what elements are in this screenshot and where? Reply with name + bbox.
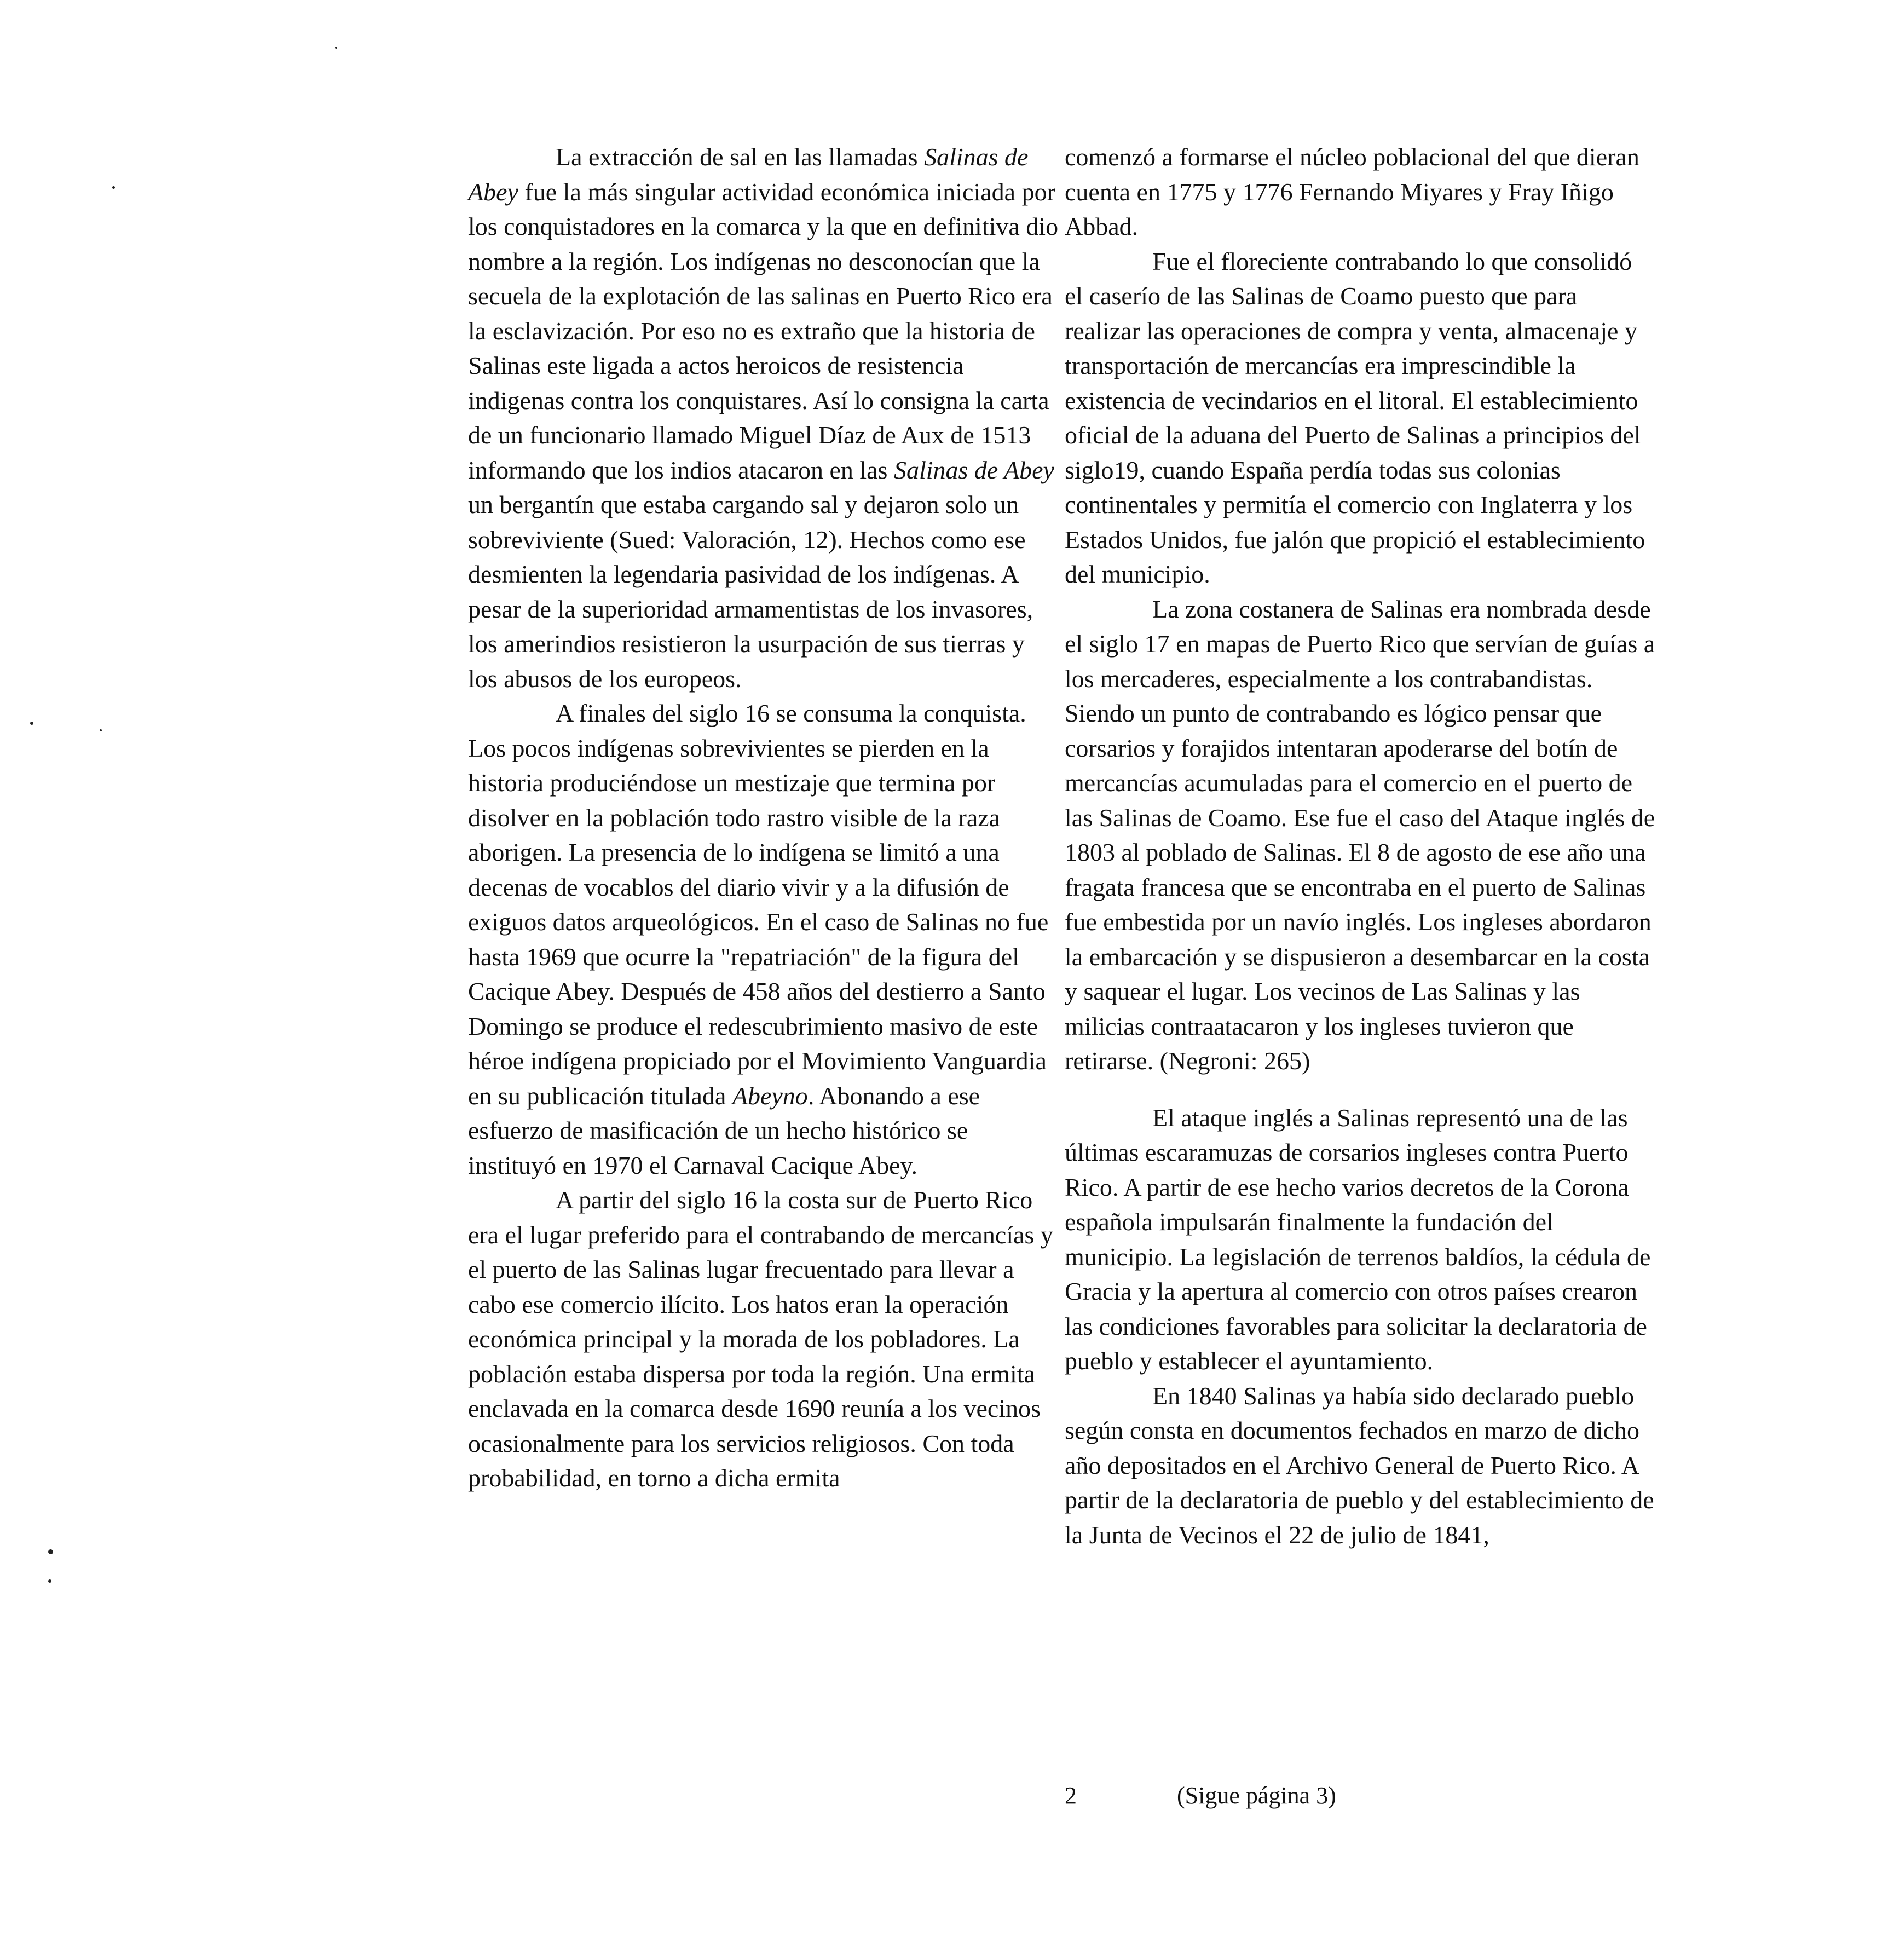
paragraph-text: . Abonando a ese esfuerzo de masificación de un hecho histórico se instituyó en 1970 el Carnaval Cacique Abey. — [468, 1081, 980, 1179]
right-column — [1065, 140, 1656, 1552]
paragraph — [468, 140, 1059, 696]
paragraph-text: Fue el floreciente contrabando lo que consolidó el caserío de las Salinas de Coamo puesto que para realizar las operaciones de compra y venta, almacenaje y transportación de mercancías era imprescindible la existencia de vecindarios en el litoral. El establecimiento oficial de la aduana del Puerto de Salinas a principios del siglo19, cuando España perdía todas sus colonias continentales y permitía el comercio con Inglaterra y los Estados Unidos, fue jalón que propició el establecimiento del municipio. — [1065, 247, 1645, 588]
left-column — [468, 140, 1059, 1496]
paragraph — [1065, 592, 1656, 1079]
scan-speck — [48, 1579, 51, 1583]
page-number: 2 — [1065, 1782, 1077, 1809]
paragraph-text: En 1840 Salinas ya había sido declarado pueblo según consta en documentos fechados en marzo de dicho año depositados en el Archivo General de Puerto Rico. A partir de la declaratoria de pueblo y del establecimiento de la Junta de Vecinos el 22 de julio de 1841, — [1065, 1381, 1654, 1549]
paragraph-text: El ataque inglés a Salinas representó una de las últimas escaramuzas de corsarios ingleses contra Puerto Rico. A partir de ese hecho varios decretos de la Corona española impulsarán finalmente la fundación del municipio. La legislación de terrenos baldíos, la cédula de Gracia y la apertura al comercio con otros países crearon las condiciones favorables para solicitar la declaratoria de pueblo y establecer el ayuntamiento. — [1065, 1103, 1651, 1375]
paragraph — [1065, 140, 1656, 244]
paragraph — [1065, 1100, 1656, 1379]
paragraph — [1065, 244, 1656, 592]
paragraph — [468, 1183, 1059, 1496]
scan-speck — [112, 186, 115, 189]
continuation-note: (Sigue página 3) — [1177, 1782, 1336, 1809]
italic-term: Salinas de Abey — [468, 143, 1029, 206]
scan-speck — [100, 729, 102, 731]
paragraph-text: A partir del siglo 16 la costa sur de Puerto Rico era el lugar preferido para el contrabando de mercancías y el puerto de las Salinas lugar frecuentado para llevar a cabo ese comercio ilícito. Los hatos eran la operación económica principal y la morada de los pobladores. La población estaba dispersa por toda la región. Una ermita enclavada en la comarca desde 1690 reunía a los vecinos ocasionalmente para los servicios religiosos. Con toda probabilidad, en torno a dicha ermita — [468, 1186, 1053, 1492]
paragraph-text: La extracción de sal en las llamadas — [556, 143, 925, 171]
paragraph-text: A finales del siglo 16 se consuma la conquista. Los pocos indígenas sobrevivientes se pierden en la historia produciéndose un mestizaje que termina por disolver en la población todo rastro visible de la raza aborigen. La presencia de lo indígena se limitó a una decenas de vocablos del diario vivir y a la difusión de exiguos datos arqueológicos. En el caso de Salinas no fue hasta 1969 que ocurre la "repatriación" de la figura del Cacique Abey. Después de 458 años del destierro a Santo Domingo se produce el redescubrimiento masivo de este héroe indígena propiciado por el Movimiento Vanguardia en su publicación titulada — [468, 699, 1049, 1110]
scan-speck — [48, 1549, 53, 1554]
paragraph-text: comenzó a formarse el núcleo poblacional del que dieran cuenta en 1775 y 1776 Fernando Miyares y Fray Iñigo Abbad. — [1065, 143, 1639, 240]
paragraph-text: un bergantín que estaba cargando sal y dejaron solo un sobreviviente (Sued: Valoración, 12). Hechos como ese desmienten la legendaria pasividad de los indígenas. A pesar de la superioridad armamentistas de los invasores, los amerindios resistieron la usurpación de sus tierras y los abusos de los europeos. — [468, 491, 1033, 693]
scan-speck — [335, 47, 337, 49]
paragraph — [1065, 1379, 1656, 1553]
italic-term: Salinas de Abey — [893, 456, 1054, 484]
paragraph-text: fue la más singular actividad económica iniciada por los conquistadores en la comarca y la que en definitiva dio nombre a la región. Los indígenas no desconocían que la secuela de la explotación de las salinas en Puerto Rico era la esclavización. Por eso no es extraño que la historia de Salinas este ligada a actos heroicos de resistencia indigenas contra los conquistares. Así lo consigna la carta de un funcionario llamado Miguel Díaz de Aux de 1513 informando que los indios atacaron en las — [468, 177, 1059, 484]
italic-term: Abeyno — [732, 1081, 808, 1110]
paragraph — [468, 696, 1059, 1183]
paragraph-text: La zona costanera de Salinas era nombrada desde el siglo 17 en mapas de Puerto Rico que servían de guías a los mercaderes, especialmente a los contrabandistas. Siendo un punto de contrabando es lógico pensar que corsarios y forajidos intentaran apoderarse del botín de mercancías acumuladas para el comercio en el puerto de las Salinas de Coamo. Ese fue el caso del Ataque inglés de 1803 al poblado de Salinas. El 8 de agosto de ese año una fragata francesa que se encontraba en el puerto de Salinas fue embestida por un navío inglés. Los ingleses abordaron la embarcación y se dispusieron a desembarcar en la costa y saquear el lugar. Los vecinos de Las Salinas y las milicias contraatacaron y los ingleses tuvieron que retirarse. (Negroni: 265) — [1065, 595, 1655, 1075]
scan-speck — [30, 722, 33, 725]
